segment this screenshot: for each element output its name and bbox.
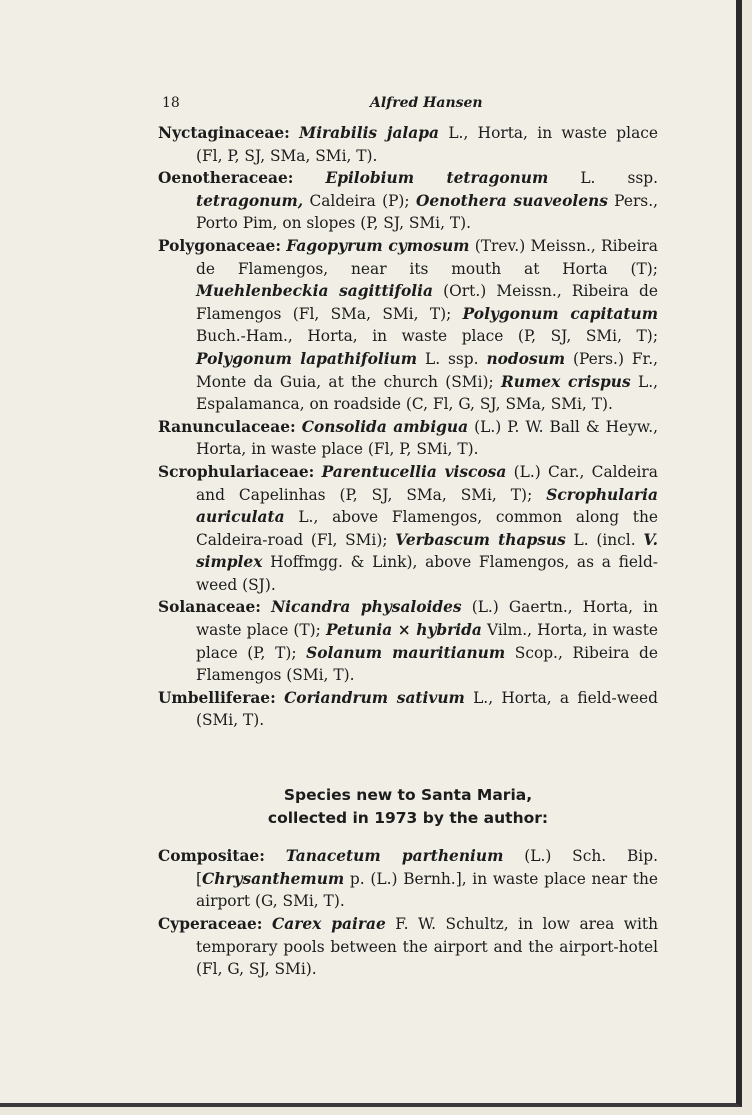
species-name: Carex pairae [271, 915, 386, 933]
family-name: Oenotheraceae: [158, 169, 294, 188]
entry-text: L., above Flamengos, common along the Caldeira-road (Fl, SMi); [196, 508, 658, 549]
entry-text: L. ssp. [424, 349, 479, 368]
entry-text: (Trev.) Meissn., Ribeira de Flamengos, near its mouth at Horta (T); [196, 236, 658, 278]
species-name: nodosum [486, 349, 566, 368]
species-entry [158, 687, 658, 732]
species-name: Fagopyrum cymosum [286, 236, 470, 255]
entry-text: (L.) Sch. Bip. [ [196, 847, 658, 888]
entry-text: Buch.-Ham., Horta, in waste place (P, SJ, SMi, T); [196, 327, 658, 346]
entry-text: Hoffmgg. & Link), above Flamengos, as a field-weed (SJ). [196, 553, 658, 594]
species-name: Polygonum lapathifolium [196, 349, 418, 368]
entry-text: (L.) Car., Caldeira and Capelinhas (P, SJ, SMa, SMi, T); [196, 462, 658, 504]
species-name: tetragonum, [196, 191, 304, 210]
family-name: Compositae: [158, 847, 265, 866]
entry-text: (L.) P. W. Ball & Heyw., Horta, in waste place (Fl, P, SMi, T). [196, 417, 658, 459]
family-name: Umbelliferae: [158, 688, 276, 707]
entry-text: L., Horta, a field-weed (SMi, T). [196, 688, 658, 730]
species-name: Mirabilis jalapa [299, 124, 439, 142]
entry-text: L. (incl. [573, 530, 636, 549]
entry-text: (Pers.) Fr., Monte da Guia, at the church (SMi); [196, 349, 658, 391]
species-name: Verbascum thapsus [395, 530, 566, 549]
species-name: Solanum mauritianum [306, 643, 506, 662]
species-entry [158, 596, 658, 686]
species-name: Petunia × hybrida [325, 621, 482, 640]
entries-top [158, 122, 658, 732]
species-entry [158, 913, 658, 981]
species-name: Nicandra physaloides [271, 598, 462, 617]
entry-text: F. W. Schultz, in low area with temporary pools between the airport and the airport-hotel (Fl, G, SJ, SMi). [196, 915, 658, 979]
species-name: Rumex crispus [501, 372, 631, 391]
main-text [158, 122, 658, 981]
species-entry [158, 167, 658, 235]
species-entry [158, 461, 658, 597]
family-name: Cyperaceae: [158, 915, 263, 933]
page-number: 18 [162, 95, 180, 111]
species-name: Muehlenbeckia sagittifolia [196, 282, 433, 301]
species-name: Epilobium tetragonum [325, 169, 549, 188]
species-entry [158, 235, 658, 416]
family-name: Polygonaceae: [158, 236, 282, 255]
species-name: Tanacetum parthenium [285, 847, 504, 866]
family-name: Solanaceae: [158, 598, 261, 617]
family-name: Ranunculaceae: [158, 417, 296, 436]
species-name: Coriandrum sativum [284, 688, 465, 707]
entry-text: L., Espalamanca, on roadside (C, Fl, G, SJ, SMa, SMi, T). [196, 372, 658, 414]
family-name: Nyctaginaceae: [158, 124, 290, 142]
species-name: Scrophularia auriculata [196, 485, 658, 527]
species-name: Polygonum capitatum [462, 304, 658, 323]
species-entry [158, 122, 658, 167]
species-name: V. simplex [196, 530, 658, 572]
entry-text: Scop., Ribeira de Flamengos (SMi, T). [196, 643, 658, 685]
entry-text: Caldeira (P); [309, 191, 410, 210]
entry-text: L. ssp. [580, 169, 658, 188]
family-name: Scrophulariaceae: [158, 462, 315, 481]
entry-text: (Ort.) Meissn., Ribeira de Flamengos (Fl, SMa, SMi, T); [196, 282, 658, 323]
species-name: Parentucellia viscosa [321, 462, 507, 481]
entry-text: Vilm., Horta, in waste place (P, T); [196, 621, 658, 662]
section-gap [158, 732, 658, 784]
species-entry [158, 845, 658, 913]
entry-text: Pers., Porto Pim, on slopes (P, SJ, SMi, T). [196, 191, 658, 233]
species-name: Oenothera suaveolens [415, 191, 608, 210]
species-name: Chrysanthemum [202, 869, 345, 888]
species-entry [158, 416, 658, 461]
entry-text: p. (L.) Bernh.], in waste place near the airport (G, SMi, T). [196, 869, 658, 911]
species-name: Consolida ambigua [301, 417, 469, 436]
running-author: Alfred Hansen [370, 95, 483, 111]
entry-text: L., Horta, in waste place (Fl, P, SJ, SMa, SMi, T). [196, 124, 658, 165]
section-heading-line-1: Species new to Santa Maria, [283, 786, 533, 805]
section-heading [158, 784, 658, 829]
entries-bottom [158, 845, 658, 981]
section-heading-line-2: collected in 1973 by the author: [267, 808, 549, 827]
entry-text: (L.) Gaertn., Horta, in waste place (T); [196, 598, 658, 640]
